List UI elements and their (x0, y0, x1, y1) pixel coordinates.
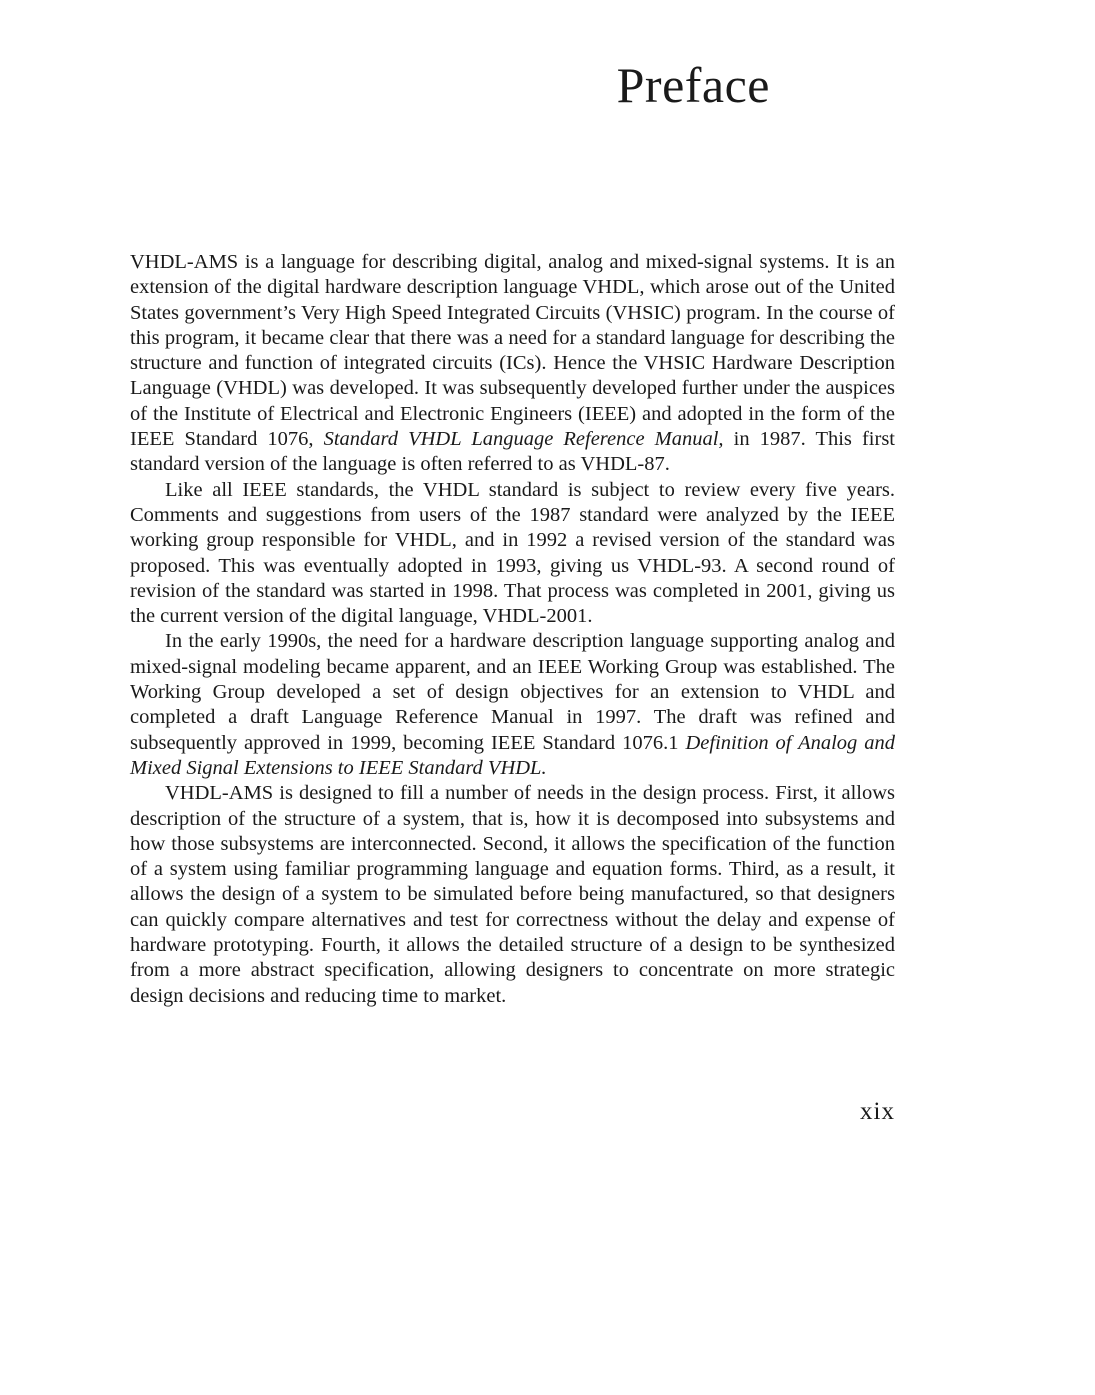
paragraph-1-text-a: VHDL-AMS is a language for describing digital, analog and mixed-signal systems. It is an extension of the digital hardware description language VHDL, which arose out of the United States government’s Very High Speed Integrated Circuits (VHSIC) program. In the course of this program, it became clear that there was a need for a standard language for describing the structure and function of integrated circuits (ICs). Hence the VHSIC Hardware Description Language (VHDL) was developed. It was subsequently developed further under the auspices of the Institute of Electrical and Electronic Engineers (IEEE) and adopted in the form of the IEEE Standard 1076, (130, 251, 895, 451)
paragraph-2: Like all IEEE standards, the VHDL standard is subject to review every five years. Comments and suggestions from users of the 1987 standard were analyzed by the IEEE working group responsible for VHDL, and in 1992 a revised version of the standard was proposed. This was eventually adopted in 1993, giving us VHDL-93. A second round of revision of the standard was started in 1998. That process was completed in 2001, giving us the current version of the digital language, VHDL-2001. (130, 478, 895, 628)
preface-body (130, 250, 895, 1009)
paragraph-1-text-b: in 1987. This first standard version of the language is often referred to as VHDL-87. (130, 428, 895, 476)
paragraph-1 (130, 250, 895, 478)
paragraph-3-text-a: In the early 1990s, the need for a hardware description language supporting analog and mixed-signal modeling became apparent, and an IEEE Working Group was established. The Working Group developed a set of design objectives for an extension to VHDL and completed a draft Language Reference Manual in 1997. The draft was refined and subsequently approved in 1999, becoming IEEE Standard 1076.1 (130, 630, 895, 754)
paragraph-4: VHDL-AMS is designed to fill a number of needs in the design process. First, it allows description of the structure of a system, that is, how it is decomposed into subsystems and how those subsystems are interconnected. Second, it allows the specification of the function of a system using familiar programming language and equation forms. Third, as a result, it allows the design of a system to be simulated before being manufactured, so that designers can quickly compare alternatives and test for correctness without the delay and expense of hardware prototyping. Fourth, it allows the detailed structure of a design to be synthesized from a more abstract specification, allowing designers to concentrate on more strategic design decisions and reducing time to market. (130, 782, 895, 1007)
page-number: xix (860, 1098, 895, 1125)
standard-title-1076: Standard VHDL Language Reference Manual, (323, 428, 724, 451)
standard-title-1076-1: Definition of Analog and Mixed Signal Extensions to IEEE Standard VHDL. (130, 731, 895, 779)
paragraph-3 (130, 629, 895, 781)
page-title: Preface (616, 57, 770, 113)
